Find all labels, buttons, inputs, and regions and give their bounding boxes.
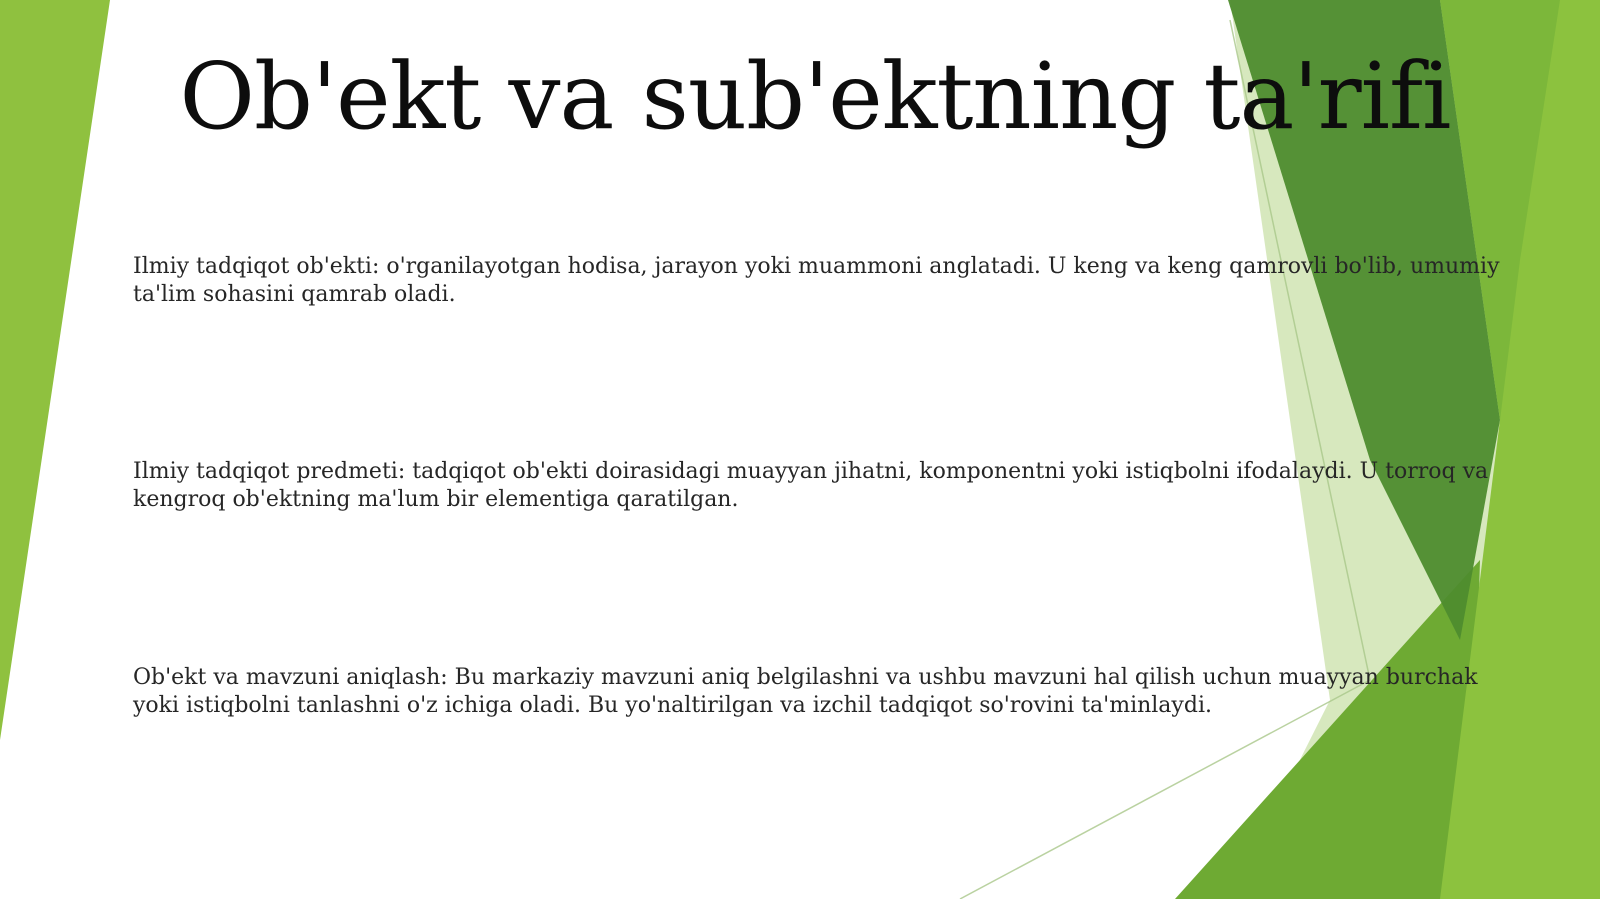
slide-title: Ob'ekt va sub'ektning ta'rifi xyxy=(179,43,1451,150)
paragraph-identification: Ob'ekt va mavzuni aniqlash: Bu markaziy mavzuni aniq belgilashni va ushbu mavzuni hal qilish uchun muayyan burchak yoki istiqbolni tanlashni o'z ichiga oladi. Bu yo'naltirilgan va izchil tadqiqot so'rovini ta'minlaydi. xyxy=(133,665,1478,718)
paragraph-subject-definition: Ilmiy tadqiqot predmeti: tadqiqot ob'ekti doirasidagi muayyan jihatni, komponentni yoki istiqbolni ifodalaydi. U torroq va kengroq ob'ektning ma'lum bir elementiga qaratilgan. xyxy=(133,459,1489,512)
paragraph-object-definition: Ilmiy tadqiqot ob'ekti: o'rganilayotgan hodisa, jarayon yoki muammoni anglatadi. U keng va keng qamrovli bo'lib, umumiy ta'lim sohasini qamrab oladi. xyxy=(133,254,1500,307)
